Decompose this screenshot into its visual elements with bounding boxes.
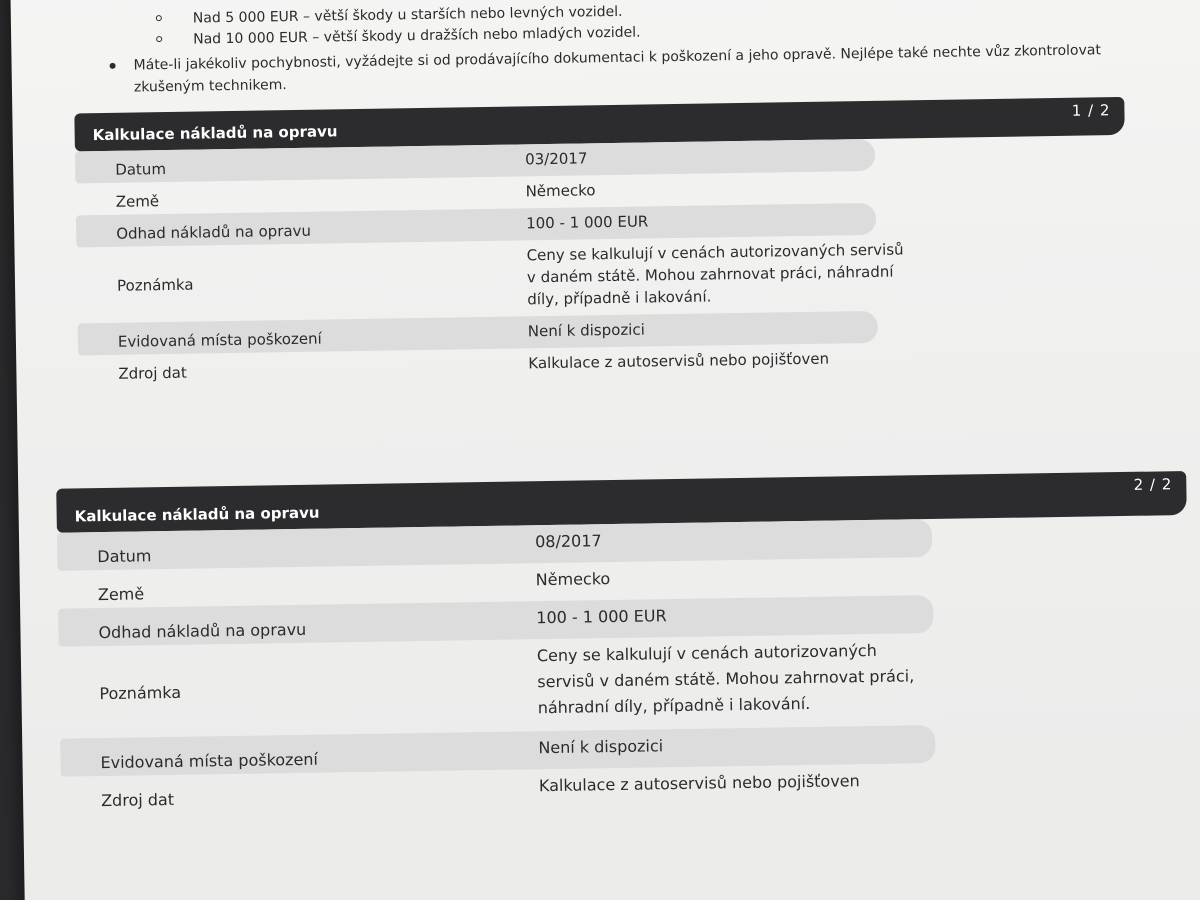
row-label: Evidovaná místa poškození <box>100 749 319 773</box>
row-label: Poznámka <box>99 682 182 704</box>
row-label: Datum <box>97 546 152 567</box>
row-value: Kalkulace z autoservisů nebo pojišťoven <box>528 349 830 373</box>
sub-list-item-text: Nad 10 000 EUR – větší škody u dražších nebo mladých vozidel. <box>193 24 641 48</box>
row-label: Poznámka <box>116 275 194 295</box>
table-row-note <box>59 633 935 739</box>
section-pager: 1 / 2 <box>1071 101 1111 120</box>
row-value: Není k dispozici <box>538 736 664 758</box>
row-value: Kalkulace z autoservisů nebo pojišťoven <box>538 771 860 796</box>
row-label: Evidovaná místa poškození <box>117 329 322 351</box>
row-label: Odhad nákladů na opravu <box>116 221 312 243</box>
row-label: Datum <box>115 160 167 179</box>
bullet-list <box>81 0 1142 99</box>
row-label: Země <box>115 192 160 211</box>
row-value: 100 - 1 000 EUR <box>536 606 667 628</box>
repair-cost-section-1 <box>74 97 1128 387</box>
sub-list-item-text: Nad 5 000 EUR – větší škody u starších nebo levných vozidel. <box>192 3 623 27</box>
circle-bullet-icon <box>156 15 162 21</box>
row-label: Země <box>97 584 145 605</box>
list-item-text: Máte-li jakékoliv pochybnosti, vyžádejte si od prodávajícího dokumentaci k poškození a jeho opravě. Nejlépe také nechte vůz zkontrolovat zkušeným technikem. <box>133 42 1102 96</box>
row-value: Není k dispozici <box>527 320 645 341</box>
row-value: 03/2017 <box>524 149 588 169</box>
row-label: Zdroj dat <box>100 789 175 811</box>
row-label: Zdroj dat <box>118 363 187 383</box>
row-value: Ceny se kalkulují v cenách autorizovaných servisů v daném státě. Mohou zahrnovat práci, náhradní díly, případně i lakování. <box>526 240 904 309</box>
row-label: Odhad nákladů na opravu <box>98 619 307 643</box>
row-value: Ceny se kalkulují v cenách autorizovaných servisů v daném státě. Mohou zahrnovat práci, náhradní díly, případně i lakování. <box>536 640 915 718</box>
section-title: Kalkulace nákladů na opravu <box>92 122 338 145</box>
circle-bullet-icon <box>156 36 162 42</box>
repair-cost-section-2 <box>56 471 1191 815</box>
row-value: Německo <box>535 569 611 590</box>
row-value: 08/2017 <box>534 531 602 552</box>
section-title: Kalkulace nákladů na opravu <box>74 503 320 526</box>
table-row-note <box>76 235 904 324</box>
row-value: Německo <box>525 181 596 201</box>
bullet-icon <box>110 63 116 69</box>
document-page <box>10 0 1200 900</box>
section-pager: 2 / 2 <box>1133 475 1173 494</box>
row-value: 100 - 1 000 EUR <box>525 212 649 233</box>
